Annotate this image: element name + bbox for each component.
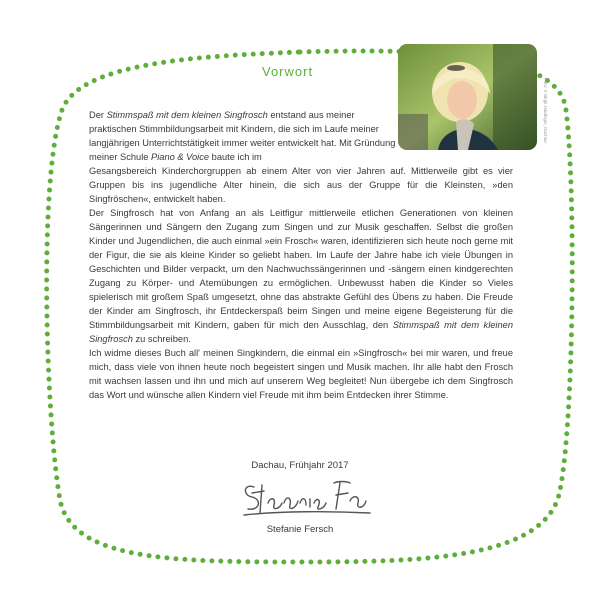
paragraph-intro-continued: Gesangsbereich Kinderchorgruppen ab einem Alter von vier Jahren auf. Mittlerweile gibt es vier Gruppen bis ins jugendliche Alter hinein, die sich aus der Gruppe für die Kleinsten, »den Singfröschen«, entwickelt haben. (89, 166, 513, 204)
text-run: zu schreiben. (132, 334, 191, 344)
book-title: Stimmspaß mit dem kleinen Singfrosch (106, 110, 268, 120)
paragraph-intro (89, 108, 401, 164)
handwritten-signature (240, 473, 375, 521)
book-title: Stimmspaß mit dem kleinen Singfrosch (89, 320, 514, 344)
text-run: entstand aus meiner praktischen Stimmbildungsarbeit mit Kindern, die sich im Laufe meiner langjährigen Unterrichtstätigkeit immer weiter entwickelt hat. Mit Gründung meiner Schule (89, 110, 396, 162)
text-run: baute ich im (209, 152, 262, 162)
photo-credit: Foto: © Birgit Haidinger, Dachau (543, 78, 548, 143)
school-name: Piano & Voice (151, 152, 210, 162)
place-date: Dachau, Frühjahr 2017 (251, 460, 349, 471)
text-run: Der Singfrosch hat von Anfang an als Leitfigur mittlerweile etlichen Generationen von kleinen Sängerinnen und Sängern den Zugang zum Singen und zur Musik geschaffen. Selbst die großen Kinder und Jugendlichen, die auch einmal »ein Frosch« waren, identifizieren sich heute noch gerne mit der Figur, die sie als kleine Kinder so geliebt haben. Im Laufe der Jahre habe ich viele Übungen in Geschichten und Bilder verpackt, um den Nachwuchssängerinnen und -sängern einen kindgerechten Zugang zu Körper- und Atemübungen zu ermöglichen. Unbewusst haben die Kinder so Vieles spielerisch mit großem Spaß umgesetzt, ohne das abstrakte Gefühl des Übens zu haben. Die Freude der Kinder am Singfrosch, ihr Entdeckerspaß beim Singen und meine eigene Begeisterung für die Stimmbildungsarbeit mit Kindern, gaben für mich den Ausschlag, den (89, 208, 513, 330)
paragraph-singfrosch (89, 206, 513, 346)
preface-body (89, 108, 513, 402)
page-title: Vorwort (262, 64, 314, 79)
signature-name: Stefanie Fersch (266, 524, 334, 535)
text-run: Der (89, 110, 107, 120)
paragraph-dedication: Ich widme dieses Buch all' meinen Singkindern, die einmal ein »Singfrosch« bei mir waren, und freue mich, dass viele von ihnen heute noch begeistert singen und Musik machen. Ihr alle habt den Frosch mit wachsen lassen und ihn und mich auf unserem Weg begleitet! Nun übergebe ich dem Singfrosch das Wort und wünsche allen Kindern viel Freude mit ihm beim Entdecken ihrer Stimme. (89, 348, 513, 400)
